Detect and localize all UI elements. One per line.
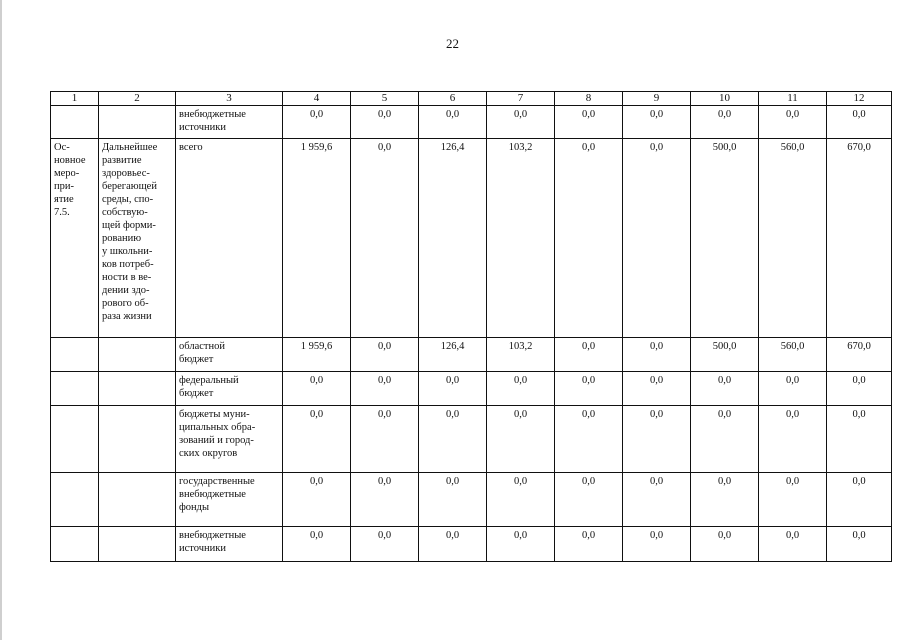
event-name-cell (99, 406, 176, 473)
column-header: 9 (623, 92, 691, 106)
value-cell: 0,0 (759, 527, 827, 562)
column-header: 7 (487, 92, 555, 106)
event-code-cell (51, 372, 99, 406)
value-cell: 0,0 (351, 106, 419, 139)
value-cell: 0,0 (827, 527, 892, 562)
value-cell: 0,0 (283, 106, 351, 139)
value-cell: 0,0 (351, 338, 419, 372)
budget-table (50, 91, 892, 562)
value-cell: 0,0 (827, 406, 892, 473)
value-cell: 0,0 (691, 372, 759, 406)
value-cell: 0,0 (487, 527, 555, 562)
value-cell: 0,0 (555, 106, 623, 139)
column-header: 11 (759, 92, 827, 106)
value-cell: 500,0 (691, 139, 759, 338)
value-cell: 0,0 (351, 473, 419, 527)
value-cell: 0,0 (623, 473, 691, 527)
table-row (51, 372, 892, 406)
value-cell: 0,0 (555, 139, 623, 338)
value-cell: 0,0 (759, 406, 827, 473)
column-header: 4 (283, 92, 351, 106)
event-code-cell: Ос- новное меро- при- ятие 7.5. (51, 139, 99, 338)
event-code-cell (51, 338, 99, 372)
value-cell: 0,0 (759, 473, 827, 527)
column-header: 6 (419, 92, 487, 106)
value-cell: 0,0 (623, 406, 691, 473)
column-header: 2 (99, 92, 176, 106)
value-cell: 0,0 (555, 473, 623, 527)
value-cell: 560,0 (759, 139, 827, 338)
scan-edge (0, 0, 2, 640)
value-cell: 0,0 (487, 473, 555, 527)
event-code-cell (51, 106, 99, 139)
value-cell: 0,0 (555, 406, 623, 473)
value-cell: 0,0 (555, 338, 623, 372)
value-cell: 560,0 (759, 338, 827, 372)
column-header: 3 (176, 92, 283, 106)
funding-source-cell: областной бюджет (176, 338, 283, 372)
funding-source-cell: федеральный бюджет (176, 372, 283, 406)
value-cell: 0,0 (827, 106, 892, 139)
value-cell: 0,0 (419, 106, 487, 139)
value-cell: 0,0 (759, 372, 827, 406)
value-cell: 0,0 (691, 406, 759, 473)
value-cell: 0,0 (419, 406, 487, 473)
value-cell: 670,0 (827, 139, 892, 338)
table-row (51, 473, 892, 527)
value-cell: 0,0 (487, 106, 555, 139)
table-row (51, 406, 892, 473)
value-cell: 103,2 (487, 139, 555, 338)
column-header: 8 (555, 92, 623, 106)
event-name-cell (99, 106, 176, 139)
value-cell: 0,0 (487, 372, 555, 406)
table-row (51, 338, 892, 372)
value-cell: 0,0 (691, 527, 759, 562)
event-name-cell: Дальнейшее развитие здоровьес- берегающей среды, спо- собствую- щей форми- рованию у школьни- ков потреб- ности в ве- дении здо- рового об- раза жизни (99, 139, 176, 338)
value-cell: 126,4 (419, 139, 487, 338)
value-cell: 0,0 (555, 372, 623, 406)
value-cell: 0,0 (623, 106, 691, 139)
value-cell: 0,0 (283, 372, 351, 406)
event-code-cell (51, 473, 99, 527)
event-name-cell (99, 372, 176, 406)
value-cell: 0,0 (623, 527, 691, 562)
value-cell: 103,2 (487, 338, 555, 372)
value-cell: 500,0 (691, 338, 759, 372)
table-row (51, 139, 892, 338)
event-name-cell (99, 473, 176, 527)
value-cell: 0,0 (555, 527, 623, 562)
table-row (51, 106, 892, 139)
event-code-cell (51, 406, 99, 473)
value-cell: 0,0 (419, 527, 487, 562)
value-cell: 0,0 (419, 473, 487, 527)
event-name-cell (99, 338, 176, 372)
value-cell: 0,0 (827, 372, 892, 406)
funding-source-cell: внебюджетные источники (176, 527, 283, 562)
value-cell: 0,0 (623, 139, 691, 338)
value-cell: 0,0 (487, 406, 555, 473)
value-cell: 0,0 (691, 473, 759, 527)
page-number: 22 (446, 36, 459, 51)
value-cell: 670,0 (827, 338, 892, 372)
value-cell: 0,0 (351, 406, 419, 473)
value-cell: 0,0 (351, 139, 419, 338)
column-header: 10 (691, 92, 759, 106)
funding-source-cell: всего (176, 139, 283, 338)
value-cell: 0,0 (623, 372, 691, 406)
column-header: 1 (51, 92, 99, 106)
value-cell: 0,0 (283, 406, 351, 473)
column-header: 5 (351, 92, 419, 106)
value-cell: 1 959,6 (283, 338, 351, 372)
funding-source-cell: внебюджетные источники (176, 106, 283, 139)
value-cell: 0,0 (691, 106, 759, 139)
value-cell: 0,0 (351, 527, 419, 562)
value-cell: 126,4 (419, 338, 487, 372)
value-cell: 0,0 (419, 372, 487, 406)
header-row (51, 92, 892, 106)
column-header: 12 (827, 92, 892, 106)
value-cell: 0,0 (759, 106, 827, 139)
value-cell: 0,0 (827, 473, 892, 527)
value-cell: 0,0 (623, 338, 691, 372)
event-code-cell (51, 527, 99, 562)
table-row (51, 527, 892, 562)
funding-source-cell: государственные внебюджетные фонды (176, 473, 283, 527)
value-cell: 0,0 (283, 527, 351, 562)
value-cell: 1 959,6 (283, 139, 351, 338)
event-name-cell (99, 527, 176, 562)
funding-source-cell: бюджеты муни- ципальных обра- зований и город- ских округов (176, 406, 283, 473)
value-cell: 0,0 (351, 372, 419, 406)
value-cell: 0,0 (283, 473, 351, 527)
